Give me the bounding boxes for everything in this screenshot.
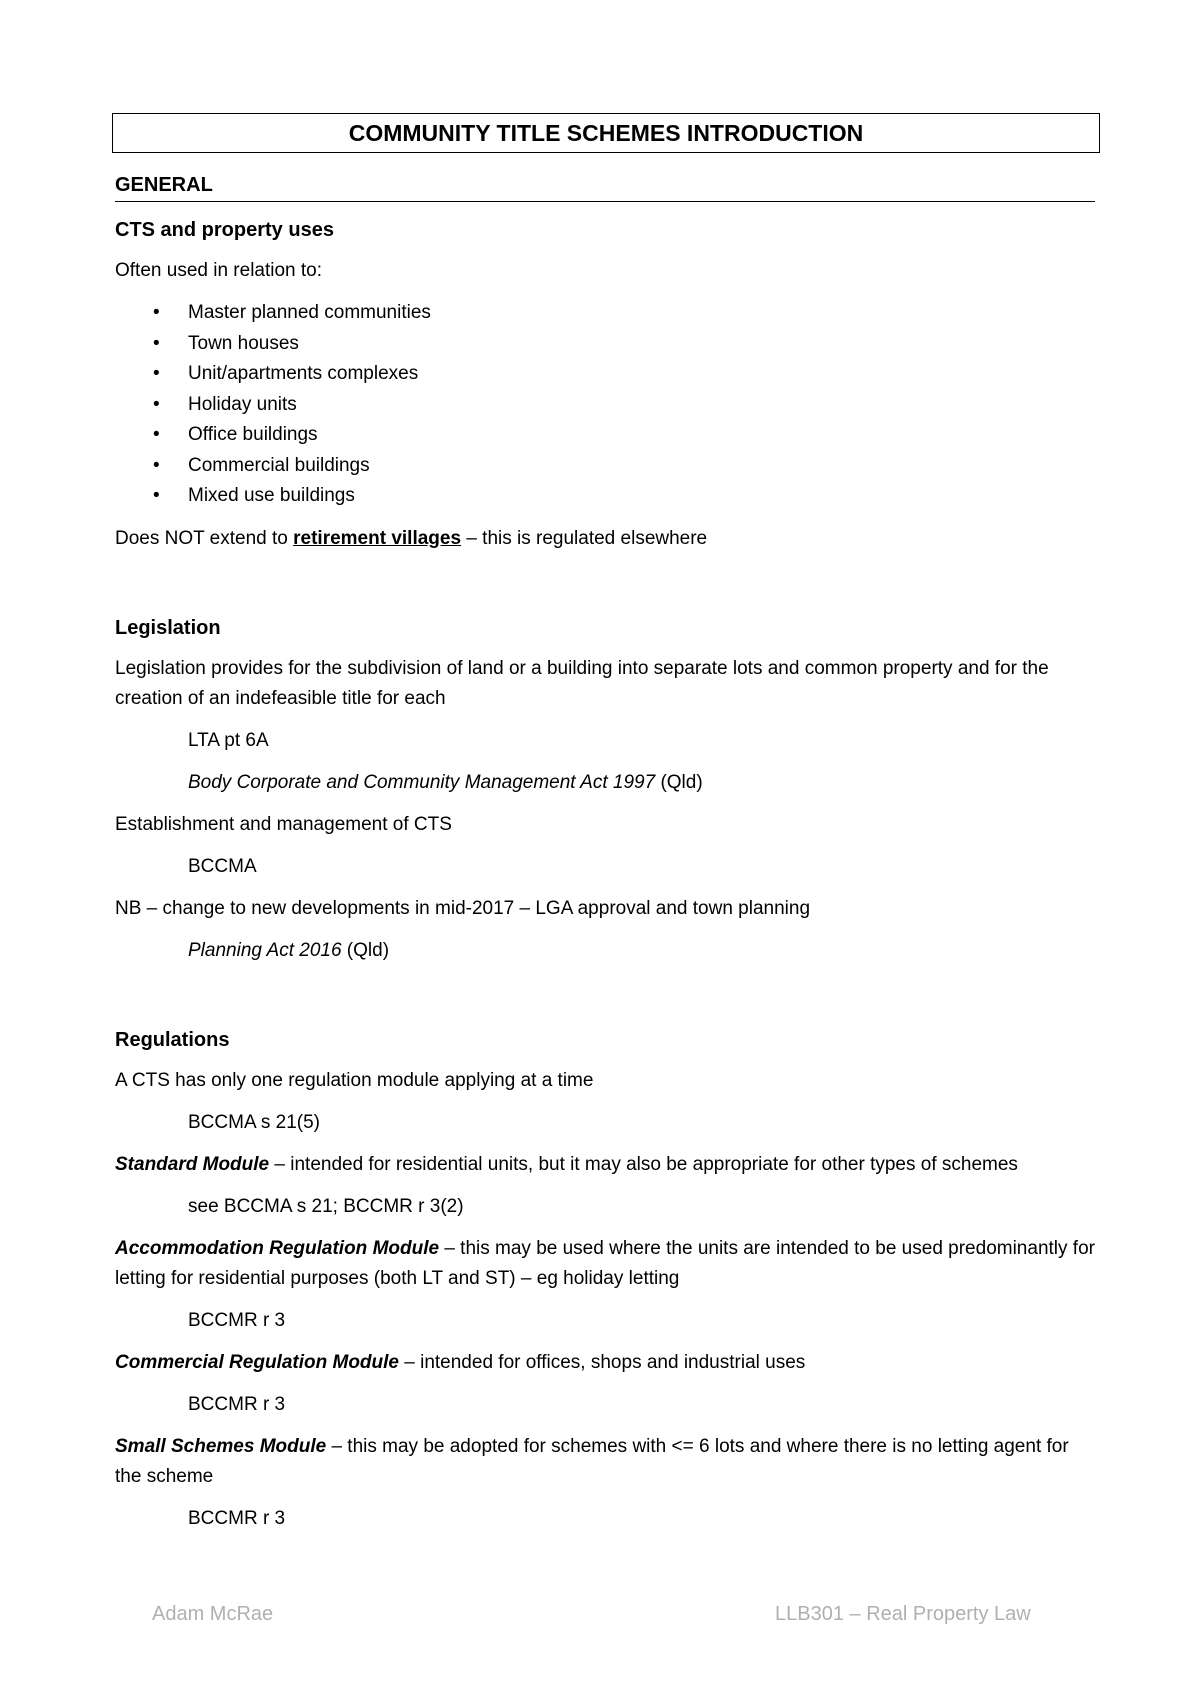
list-item: • Mixed use buildings <box>115 481 1095 512</box>
legislation-ref-planning-act <box>188 936 1095 966</box>
small-schemes-module-ref: BCCMR r 3 <box>188 1507 286 1529</box>
module-description: – this may be adopted for schemes with <= 6 lots and where there is no letting agent for the scheme <box>115 1435 1069 1487</box>
section-heading-general: GENERAL <box>115 171 1095 202</box>
small-schemes-module-para <box>115 1432 1095 1492</box>
legislation-para-1: Legislation provides for the subdivision of land or a building into separate lots and common property and for the creation of an indefeasible title for each <box>115 657 1049 709</box>
exclusion-pre: Does NOT extend to <box>115 527 294 549</box>
list-item: • Office buildings <box>115 420 1095 451</box>
commercial-module-para <box>115 1348 1095 1378</box>
cts-exclusion-note <box>115 524 1095 554</box>
regulations-para-1: A CTS has only one regulation module applying at a time <box>115 1069 594 1091</box>
document-page <box>115 113 1095 1534</box>
exclusion-post: – this is regulated elsewhere <box>461 527 708 549</box>
module-label: Small Schemes Module <box>115 1435 327 1457</box>
legislation-ref-bccma-act <box>188 768 1095 798</box>
list-item: • Town houses <box>115 329 1095 360</box>
list-item: • Commercial buildings <box>115 451 1095 482</box>
heading-regulations: Regulations <box>115 1028 230 1051</box>
regulations-ref-1: BCCMA s 21(5) <box>188 1111 320 1133</box>
list-item: • Holiday units <box>115 390 1095 421</box>
module-label: Standard Module <box>115 1153 270 1175</box>
legislation-ref-bccma: BCCMA <box>188 855 257 877</box>
exclusion-emphasis: retirement villages <box>293 527 462 549</box>
footer-course: LLB301 – Real Property Law <box>775 1603 1031 1625</box>
document-title: COMMUNITY TITLE SCHEMES INTRODUCTION <box>112 113 1100 153</box>
module-label: Commercial Regulation Module <box>115 1351 399 1373</box>
cts-uses-intro: Often used in relation to: <box>115 260 323 281</box>
list-item: • Unit/apartments complexes <box>115 359 1095 390</box>
standard-module-ref: see BCCMA s 21; BCCMR r 3(2) <box>188 1195 464 1217</box>
commercial-module-ref: BCCMR r 3 <box>188 1393 286 1415</box>
accommodation-module-para <box>115 1234 1095 1294</box>
legislation-ref-lta: LTA pt 6A <box>188 729 269 751</box>
act-jurisdiction: (Qld) <box>341 939 390 961</box>
heading-cts-property-uses: CTS and property uses <box>115 219 334 241</box>
accommodation-module-ref: BCCMR r 3 <box>188 1309 286 1331</box>
heading-legislation: Legislation <box>115 616 221 639</box>
list-item: • Master planned communities <box>115 298 1095 329</box>
act-title: Planning Act 2016 <box>188 939 342 961</box>
legislation-para-2: Establishment and management of CTS <box>115 813 452 835</box>
cts-uses-list <box>115 298 1095 512</box>
act-jurisdiction: (Qld) <box>655 771 703 793</box>
footer-author: Adam McRae <box>152 1603 274 1625</box>
standard-module-para <box>115 1150 1095 1180</box>
module-description: – this may be used where the units are intended to be used predominantly for letting for residential purposes (both LT and ST) – eg holiday letting <box>115 1237 1095 1289</box>
module-label: Accommodation Regulation Module <box>115 1237 440 1259</box>
module-description: – intended for residential units, but it may also be appropriate for other types of schemes <box>269 1153 1018 1175</box>
module-description: – intended for offices, shops and industrial uses <box>398 1351 806 1373</box>
act-title: Body Corporate and Community Management Act 1997 <box>188 771 656 793</box>
legislation-para-3: NB – change to new developments in mid-2017 – LGA approval and town planning <box>115 897 811 919</box>
